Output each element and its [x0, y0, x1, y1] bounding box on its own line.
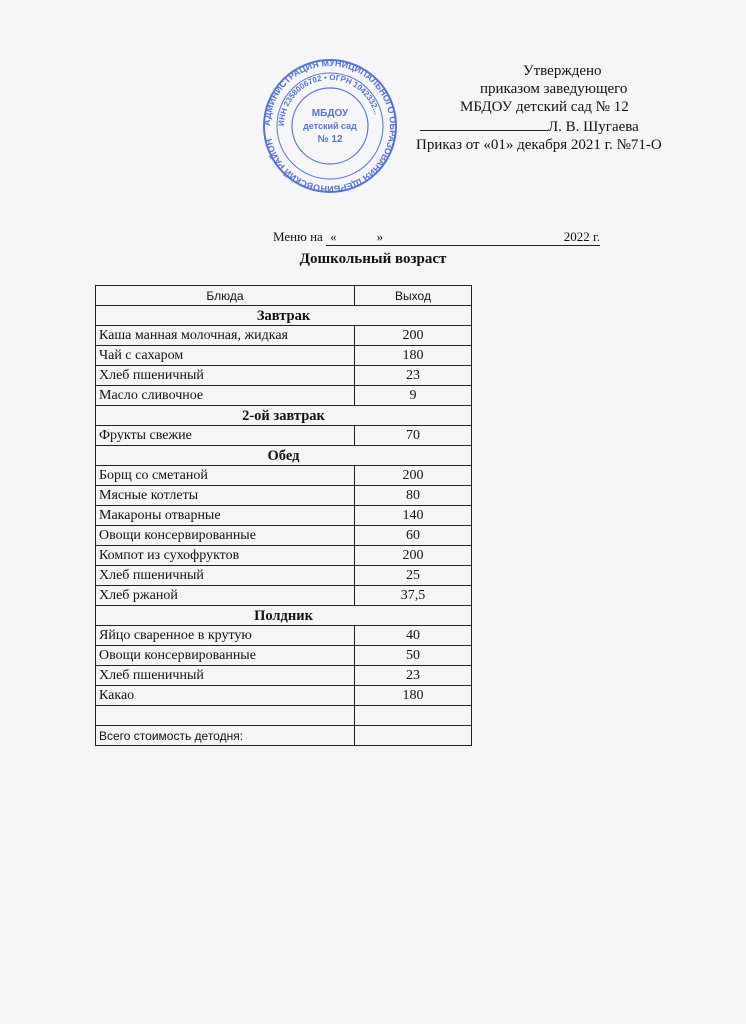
table-row: [96, 526, 472, 546]
portion-cell: 23: [355, 666, 472, 686]
table-row: [96, 366, 472, 386]
portion-cell: 37,5: [355, 586, 472, 606]
dish-cell: Масло сливочное: [96, 386, 355, 406]
dish-cell: [96, 706, 355, 726]
stamp-center-text: МБДОУ: [311, 108, 349, 119]
menu-year: 2022 г.: [563, 229, 601, 244]
menu-prefix: Меню на: [273, 229, 323, 244]
section-title: 2-ой завтрак: [96, 406, 472, 426]
stamp-center-text: № 12: [317, 134, 343, 145]
dish-cell: Хлеб пшеничный: [96, 566, 355, 586]
dish-cell: Овощи консервированные: [96, 646, 355, 666]
dish-cell: Чай с сахаром: [96, 346, 355, 366]
dish-cell: Хлеб ржаной: [96, 586, 355, 606]
menu-table: [95, 285, 472, 746]
signature-line: [420, 116, 548, 131]
dish-cell: Компот из сухофруктов: [96, 546, 355, 566]
dish-cell: Всего стоимость детодня:: [96, 726, 355, 746]
dish-cell: Фрукты свежие: [96, 426, 355, 446]
table-row: [96, 466, 472, 486]
stamp-middle-text: ИНН 2358006702 • ОГРН 1042332...: [276, 72, 382, 127]
section-title: Полдник: [96, 606, 472, 626]
portion-cell: [355, 706, 472, 726]
approval-line: Утверждено: [523, 63, 602, 79]
menu-date-line: [273, 229, 600, 246]
table-row: [96, 326, 472, 346]
dish-cell: Овощи консервированные: [96, 526, 355, 546]
section-row: [96, 446, 472, 466]
portion-cell: 60: [355, 526, 472, 546]
table-row: [96, 586, 472, 606]
table-row: [96, 626, 472, 646]
open-quote: «: [330, 229, 337, 244]
approval-line: МБДОУ детский сад № 12: [460, 99, 629, 115]
portion-cell: 50: [355, 646, 472, 666]
dish-cell: Каша манная молочная, жидкая: [96, 326, 355, 346]
table-row: [96, 646, 472, 666]
portion-cell: 80: [355, 486, 472, 506]
dish-cell: Борщ со сметаной: [96, 466, 355, 486]
section-row: [96, 406, 472, 426]
portion-cell: 200: [355, 466, 472, 486]
table-row: [96, 546, 472, 566]
portion-cell: 25: [355, 566, 472, 586]
dish-cell: Хлеб пшеничный: [96, 366, 355, 386]
close-quote: »: [376, 229, 384, 244]
dish-cell: Мясные котлеты: [96, 486, 355, 506]
dish-cell: Хлеб пшеничный: [96, 666, 355, 686]
total-row: [96, 726, 472, 746]
table-header: [96, 286, 472, 306]
section-row: [96, 606, 472, 626]
section-title: Завтрак: [96, 306, 472, 326]
table-row: [96, 686, 472, 706]
blank-row: [96, 706, 472, 726]
portion-cell: 23: [355, 366, 472, 386]
portion-cell: 180: [355, 686, 472, 706]
portion-cell: Выход: [355, 286, 472, 306]
portion-cell: 140: [355, 506, 472, 526]
stamp-center-text: детский сад: [303, 121, 357, 131]
table-row: [96, 486, 472, 506]
portion-cell: 200: [355, 546, 472, 566]
page-title: Дошкольный возраст: [299, 251, 447, 267]
table-row: [96, 506, 472, 526]
portion-cell: 9: [355, 386, 472, 406]
dish-cell: Макароны отварные: [96, 506, 355, 526]
table-row: [96, 666, 472, 686]
order-reference: Приказ от «01» декабря 2021 г. №71-О: [416, 137, 662, 153]
dish-cell: Блюда: [96, 286, 355, 306]
section-title: Обед: [96, 446, 472, 466]
portion-cell: 40: [355, 626, 472, 646]
portion-cell: 70: [355, 426, 472, 446]
portion-cell: [355, 726, 472, 746]
portion-cell: 180: [355, 346, 472, 366]
dish-cell: Яйцо сваренное в крутую: [96, 626, 355, 646]
dish-cell: Какао: [96, 686, 355, 706]
table-row: [96, 426, 472, 446]
table-row: [96, 566, 472, 586]
approval-block: [416, 62, 680, 154]
official-stamp: [262, 58, 398, 194]
signer-name: Л. В. Шугаева: [548, 119, 639, 135]
table-row: [96, 346, 472, 366]
portion-cell: 200: [355, 326, 472, 346]
stamp-outer-text: АДМИНИСТРАЦИЯ МУНИЦИПАЛЬНОГО ОБРАЗОВАНИЯ ЩЕРБИНОВСКИЙ РАЙОН: [262, 58, 398, 194]
table-row: [96, 386, 472, 406]
approval-line: приказом заведующего: [480, 81, 628, 97]
section-row: [96, 306, 472, 326]
